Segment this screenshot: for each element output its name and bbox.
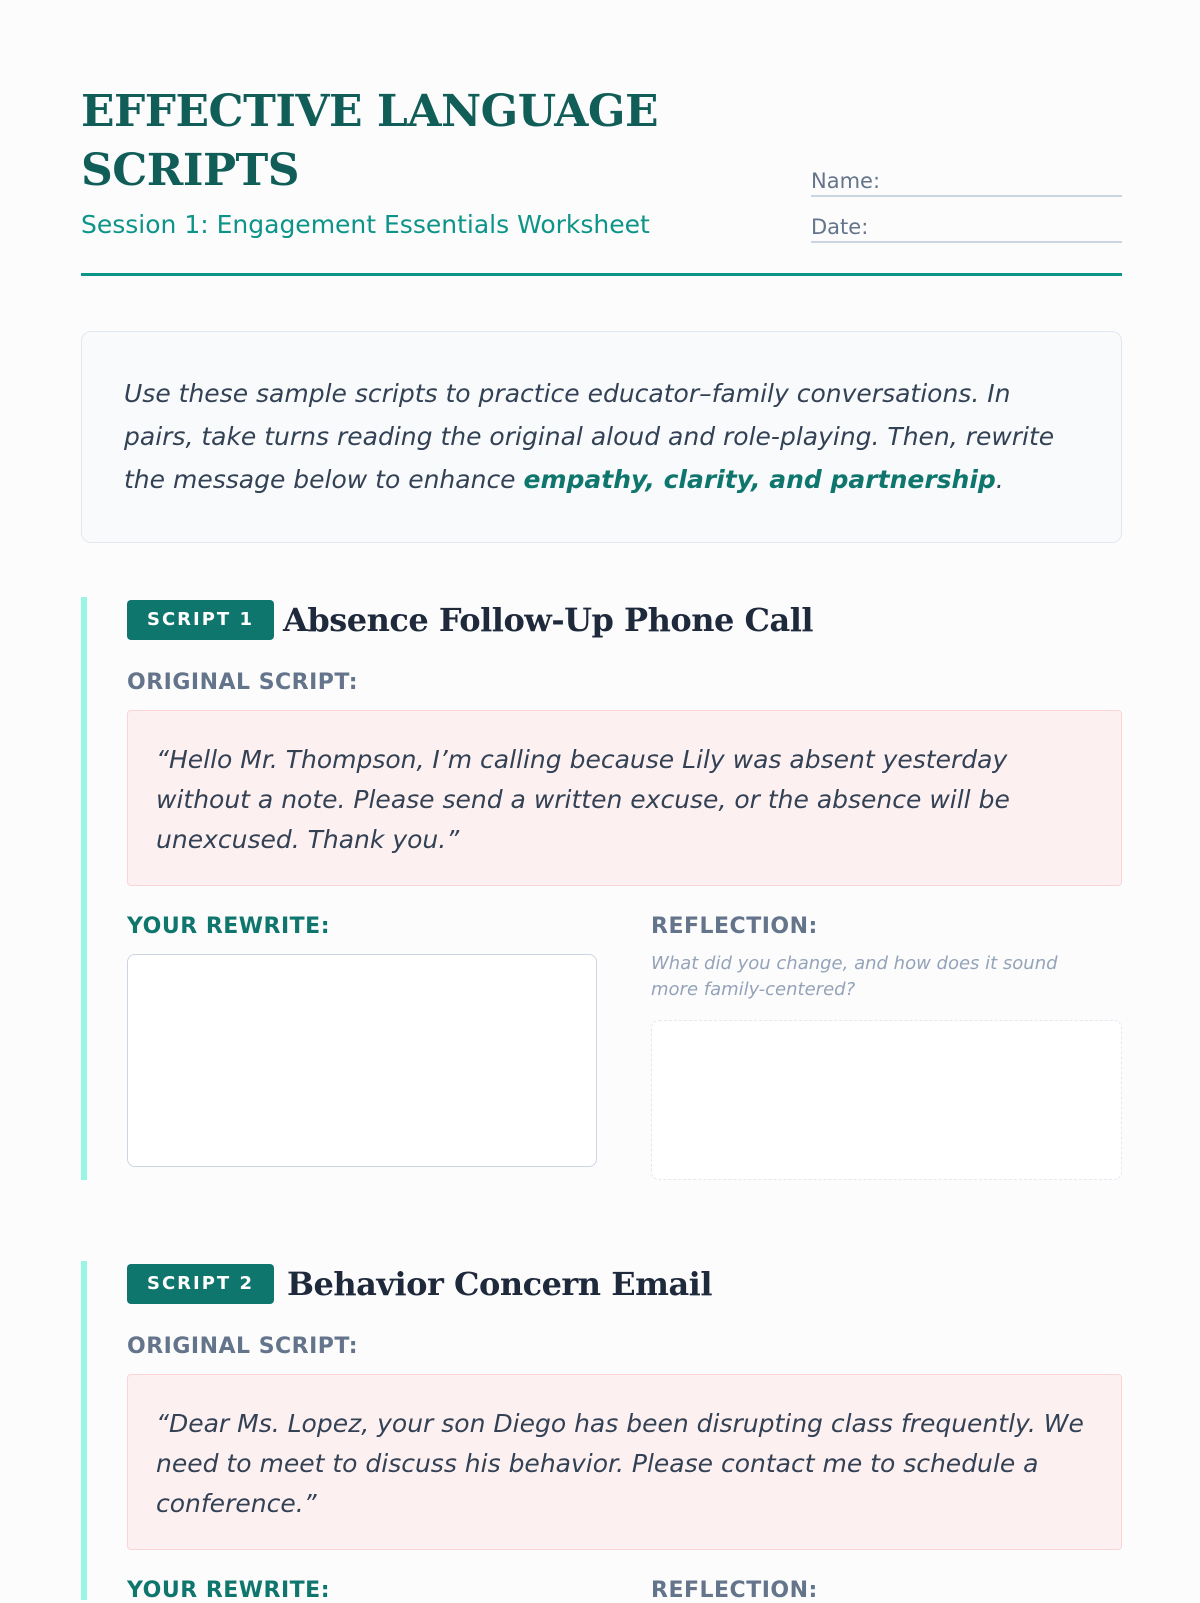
original-script-text: “Dear Ms. Lopez, your son Diego has been disrupting class frequently. We need to meet to discuss his behavior. Please contact me to schedule a conference.”: [127, 1374, 1122, 1550]
date-label: Date:: [811, 215, 869, 239]
reflection-label: REFLECTION:: [651, 914, 818, 939]
date-field[interactable]: [811, 209, 1122, 243]
worksheet-header: [81, 0, 1122, 277]
script-badge: SCRIPT 1: [127, 600, 274, 640]
reflection-hint: What did you change, and how does it sound more family-centered?: [651, 953, 1058, 1000]
original-script-text: “Hello Mr. Thompson, I’m calling because Lily was absent yesterday without a note. Please send a written excuse, or the absence will be unexcused. Thank you.”: [127, 710, 1122, 886]
rewrite-textarea[interactable]: [127, 954, 597, 1167]
script-title: Absence Follow-Up Phone Call: [283, 601, 813, 639]
reflection-label: REFLECTION:: [651, 1578, 818, 1603]
original-script-label: ORIGINAL SCRIPT:: [127, 1334, 359, 1359]
script-accent-bar: [81, 597, 87, 1180]
intro-emphasis: empathy, clarity, and partnership: [523, 465, 996, 494]
script-accent-bar: [81, 1261, 87, 1600]
intro-text: Use these sample scripts to practice educator–family conversations. In pairs, take turns reading the original aloud and role-playing. Then, rewrite the message below to enhance: [124, 379, 1055, 494]
page-subtitle: Session 1: Engagement Essentials Worksheet: [81, 210, 650, 239]
worksheet-page: [81, 0, 1122, 1603]
rewrite-label: YOUR REWRITE:: [127, 1578, 331, 1603]
original-script-label: ORIGINAL SCRIPT:: [127, 670, 359, 695]
rewrite-label: YOUR REWRITE:: [127, 914, 331, 939]
reflection-textarea[interactable]: [651, 1020, 1122, 1180]
name-date-fields: [811, 163, 1122, 255]
header-divider: [81, 273, 1122, 276]
name-label: Name:: [811, 169, 881, 193]
intro-box: [81, 331, 1122, 543]
name-field[interactable]: [811, 163, 1122, 197]
intro-end: .: [995, 465, 1004, 494]
page-title: EFFECTIVE LANGUAGE SCRIPTS: [81, 86, 659, 196]
script-badge: SCRIPT 2: [127, 1264, 274, 1304]
script-section-2: [81, 1261, 1122, 1603]
script-title: Behavior Concern Email: [287, 1265, 712, 1303]
script-section-1: [81, 597, 1122, 1197]
